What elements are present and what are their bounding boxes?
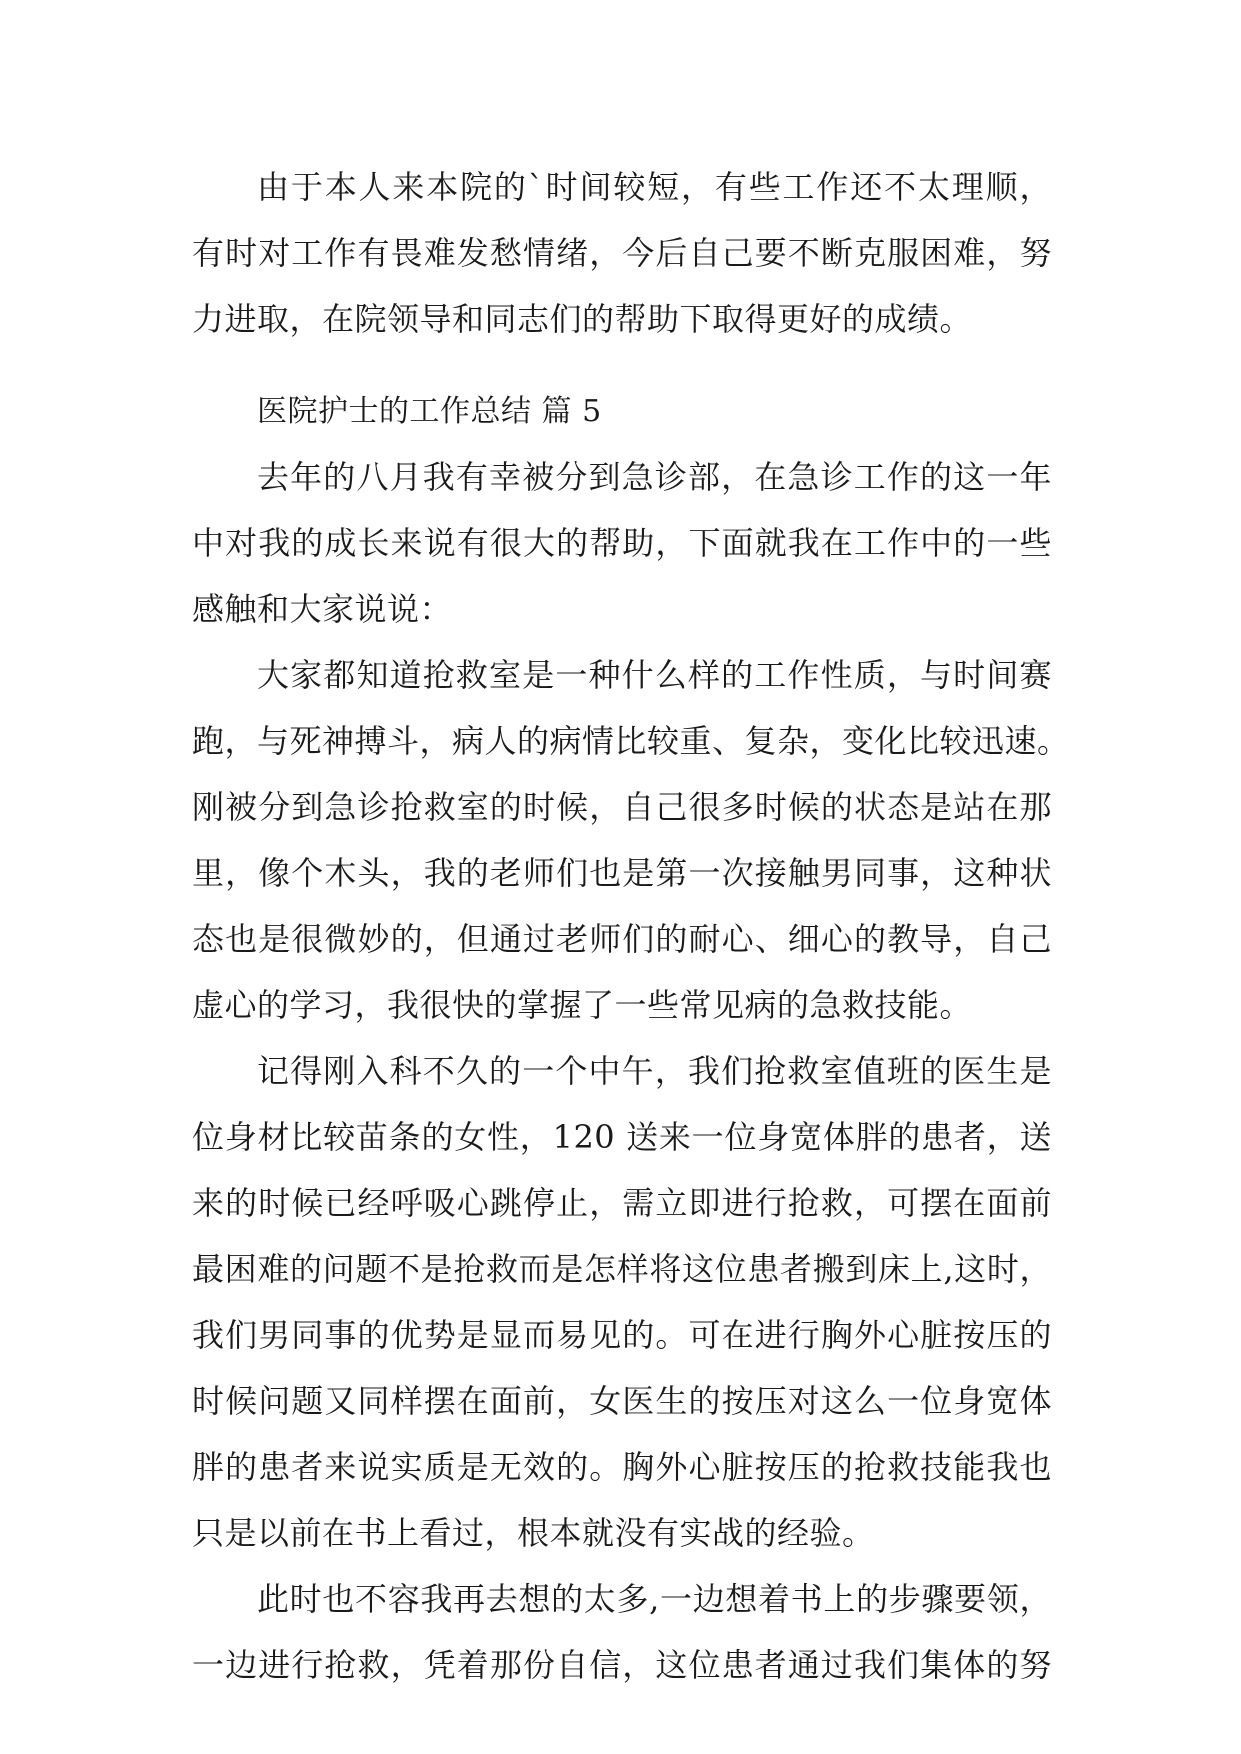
- paragraph-3-line-6: 虚心的学习，我很快的掌握了一些常见病的急救技能。: [192, 986, 973, 1024]
- paragraph-4-line-6: 时候问题又同样摆在面前，女医生的按压对这么一位身宽体: [192, 1382, 1052, 1420]
- paragraph-4-line-5: 我们男同事的优势是显而易见的。可在进行胸外心脏按压的: [192, 1316, 1052, 1354]
- paragraph-3-line-4: 里，像个木头，我的老师们也是第一次接触男同事，这种状: [192, 854, 1052, 892]
- paragraph-4-line-8: 只是以前在书上看过，根本就没有实战的经验。: [192, 1514, 875, 1552]
- paragraph-4-line-7: 胖的患者来说实质是无效的。胸外心脏按压的抢救技能我也: [192, 1448, 1052, 1486]
- paragraph-3-line-1: 大家都知道抢救室是一种什么样的工作性质，与时间赛: [257, 656, 1052, 694]
- paragraph-5-line-1: 此时也不容我再去想的太多,一边想着书上的步骤要领，: [257, 1580, 1052, 1618]
- paragraph-4-line-3: 来的时候已经呼吸心跳停止，需立即进行抢救，可摆在面前: [192, 1184, 1052, 1222]
- section-heading: 医院护士的工作总结 篇 5: [257, 394, 602, 429]
- paragraph-2-line-3: 感触和大家说说：: [192, 590, 453, 628]
- paragraph-5-line-2: 一边进行抢救，凭着那份自信，这位患者通过我们集体的努: [192, 1646, 1052, 1684]
- paragraph-1-line-1: 由于本人来本院的`时间较短，有些工作还不太理顺，: [257, 168, 1052, 206]
- paragraph-1-line-2: 有时对工作有畏难发愁情绪，今后自己要不断克服困难，努: [192, 234, 1052, 272]
- paragraph-4-line-1: 记得刚入科不久的一个中午，我们抢救室值班的医生是: [257, 1052, 1052, 1090]
- paragraph-3-line-5: 态也是很微妙的，但通过老师们的耐心、细心的教导，自己: [192, 920, 1052, 958]
- paragraph-2-line-1: 去年的八月我有幸被分到急诊部，在急诊工作的这一年: [257, 458, 1052, 496]
- paragraph-3-line-3: 刚被分到急诊抢救室的时候，自己很多时候的状态是站在那: [192, 788, 1052, 826]
- paragraph-1-line-3: 力进取，在院领导和同志们的帮助下取得更好的成绩。: [192, 300, 973, 338]
- paragraph-4-line-4: 最困难的问题不是抢救而是怎样将这位患者搬到床上,这时，: [192, 1250, 1052, 1288]
- paragraph-3-line-2: 跑，与死神搏斗，病人的病情比较重、复杂，变化比较迅速。: [192, 722, 1070, 760]
- paragraph-4-line-2: 位身材比较苗条的女性，120 送来一位身宽体胖的患者，送: [192, 1118, 1052, 1156]
- paragraph-2-line-2: 中对我的成长来说有很大的帮助，下面就我在工作中的一些: [192, 524, 1052, 562]
